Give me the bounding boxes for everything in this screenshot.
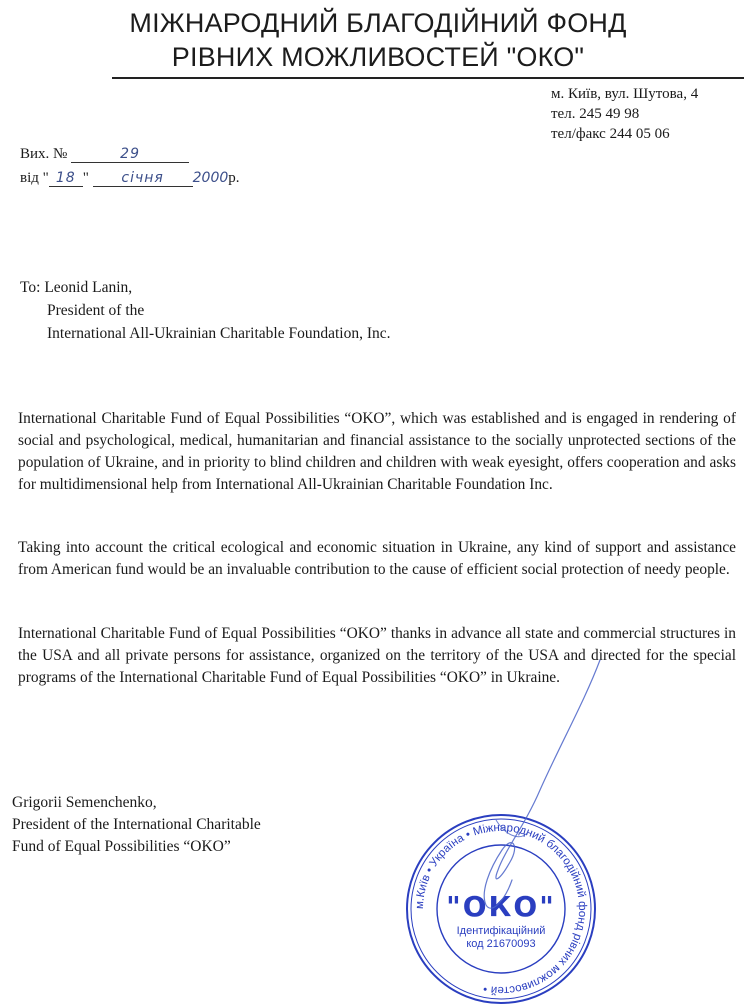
stamp-id-code	[404, 925, 598, 951]
outgoing-number-label: Вих. №	[20, 146, 68, 162]
signer-title-line1: President of the International Charitable	[12, 816, 261, 833]
recipient-organization: International All-Ukrainian Charitable Foundation, Inc.	[47, 325, 391, 342]
date-year: 2000	[192, 170, 229, 186]
recipient-block	[20, 276, 391, 345]
date-day-field	[49, 171, 83, 187]
address-block	[551, 84, 698, 144]
signature-block	[12, 792, 261, 858]
stamp-center-text: "ОКО"	[446, 890, 556, 923]
signer-title-line2: Fund of Equal Possibilities “OKO”	[12, 838, 231, 855]
date-month: січня	[121, 170, 164, 186]
header-divider	[112, 77, 744, 79]
stamp-id-number: код 21670093	[466, 938, 536, 950]
outgoing-number-field	[71, 147, 189, 163]
date-quote-open: "	[42, 170, 49, 186]
address-phone: тел. 245 49 98	[551, 106, 640, 122]
recipient-title: President of the	[47, 302, 145, 319]
date-month-field	[93, 171, 193, 187]
stamp-id-label: Ідентифікаційний	[456, 925, 546, 937]
address-street: м. Київ, вул. Шутова, 4	[551, 86, 699, 102]
official-stamp	[404, 812, 598, 1006]
date-quote-close: "	[82, 170, 89, 186]
org-title-line1: МІЖНАРОДНИЙ БЛАГОДІЙНИЙ ФОНД	[129, 8, 627, 38]
body-paragraph-2: Taking into account the critical ecological and economic situation in Ukraine, any kind of support and assistance from American fund would be an invaluable contribution to the cause of efficient social protection of needy people.	[18, 539, 736, 578]
signer-name: Grigorii Semenchenko,	[12, 794, 157, 811]
date-year-suffix: р.	[228, 170, 240, 186]
stamp-center	[404, 812, 598, 1006]
outgoing-date	[20, 170, 240, 187]
outgoing-number-value: 29	[120, 146, 140, 162]
date-label: від	[20, 170, 39, 186]
body-paragraph-1: International Charitable Fund of Equal Possibilities “OKO”, which was established and is engaged in rendering of social and psychological, medical, humanitarian and financial assistance to the socially unprotected sections of the population of Ukraine, and in priority to blind children and children with weak eyesight, offers cooperation and asks for multidimensional help from International All-Ukrainian Charitable Foundation Inc.	[18, 410, 736, 493]
body-paragraph-3: International Charitable Fund of Equal Possibilities “OKO” thanks in advance all state and commercial structures in the USA and all private persons for assistance, organized on the territory of the USA and directed for the special programs of the International Charitable Fund of Equal Possibilities “OKO” in Ukraine.	[18, 625, 736, 686]
org-title-line2: РІВНИХ МОЖЛИВОСТЕЙ "ОКО"	[171, 42, 585, 72]
recipient-name: To: Leonid Lanin,	[20, 279, 133, 296]
stamp-ring-textpath: м.Київ • Україна • Міжнародний благодійний фонд рівних можливостей •	[413, 821, 589, 997]
address-fax: тел/факс 244 05 06	[551, 126, 670, 142]
date-day: 18	[55, 170, 76, 186]
outgoing-number	[20, 146, 189, 163]
